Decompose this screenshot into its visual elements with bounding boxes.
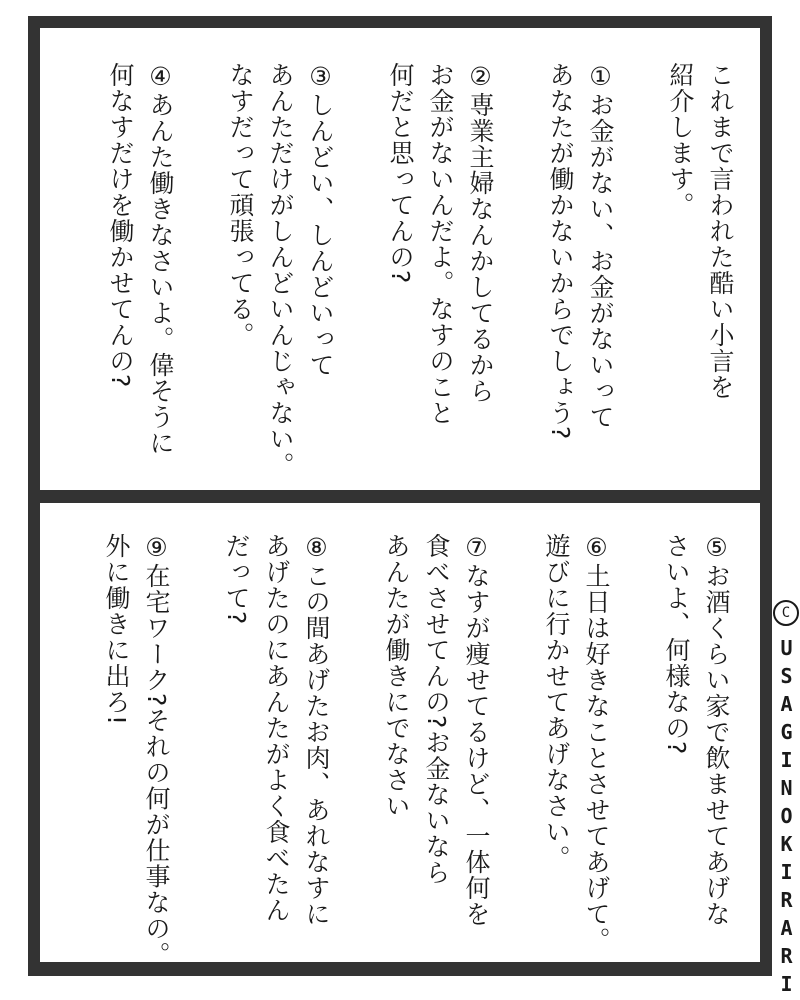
column-gap [176, 533, 216, 967]
column-gap [500, 62, 540, 478]
complaint-line-2: お金がないんだよ。なすのこと [426, 62, 455, 426]
complaint-line-8: ⑧この間あげたお肉、あれなすに [302, 533, 331, 927]
complaint-line-1: あなたが働かないからでしょう? [546, 62, 575, 441]
complaint-line-7: 食べさせてんの?お金ないなら [422, 533, 451, 886]
top-panel-text [100, 62, 740, 478]
complaint-line-6: ⑥土日は好きなことさせてあげて。 [582, 533, 611, 953]
column-gap [616, 533, 656, 967]
bottom-panel [40, 503, 760, 968]
complaint-line-7: あんたが働きにでなさい [382, 533, 411, 819]
complaint-line-7: ⑦なすが痩せてるけど、一体何を [462, 533, 491, 927]
complaint-line-1: ①お金がない、お金がないって [586, 62, 615, 430]
complaint-line-8: だって? [222, 533, 251, 626]
complaint-line-4: 何なすだけを働かせてんの? [106, 62, 135, 389]
copyright-icon: C [773, 600, 799, 626]
column-gap [340, 62, 380, 478]
intro-line: 紹介します。 [666, 62, 695, 218]
column-gap [620, 62, 660, 478]
complaint-line-8: あげたのにあんたがよく食べたん [262, 533, 291, 923]
intro-line: これまで言われた酷い小言を [706, 62, 735, 400]
artist-name: USAGINOKIRARI [774, 636, 799, 1000]
complaint-line-5: さいよ、何様なの? [662, 533, 691, 756]
column-gap [180, 62, 220, 478]
complaint-line-2: 何だと思ってんの? [386, 62, 415, 285]
complaint-line-9: 外に働きに出ろ! [102, 533, 131, 727]
complaint-line-2: ②専業主婦なんかしてるから [466, 62, 495, 404]
complaint-line-3: あんただけがしんどいんじゃない。 [266, 62, 295, 478]
complaint-line-6: 遊びに行かせてあげなさい。 [542, 533, 571, 871]
column-gap [336, 533, 376, 967]
top-panel [40, 28, 760, 490]
bottom-panel-text [96, 533, 736, 967]
column-gap [496, 533, 536, 967]
complaint-line-3: なすだって頑張ってる。 [226, 62, 255, 348]
complaint-line-4: ④あんた働きなさいよ。偉そうに [146, 62, 175, 456]
complaint-line-9: ⑨在宅ワーク?それの何が仕事なの。 [142, 533, 171, 968]
complaint-line-3: ③しんどい、しんどいって [306, 62, 335, 378]
artist-credit [772, 600, 800, 1000]
complaint-line-5: ⑤お酒くらい家で飲ませてあげな [702, 533, 731, 927]
